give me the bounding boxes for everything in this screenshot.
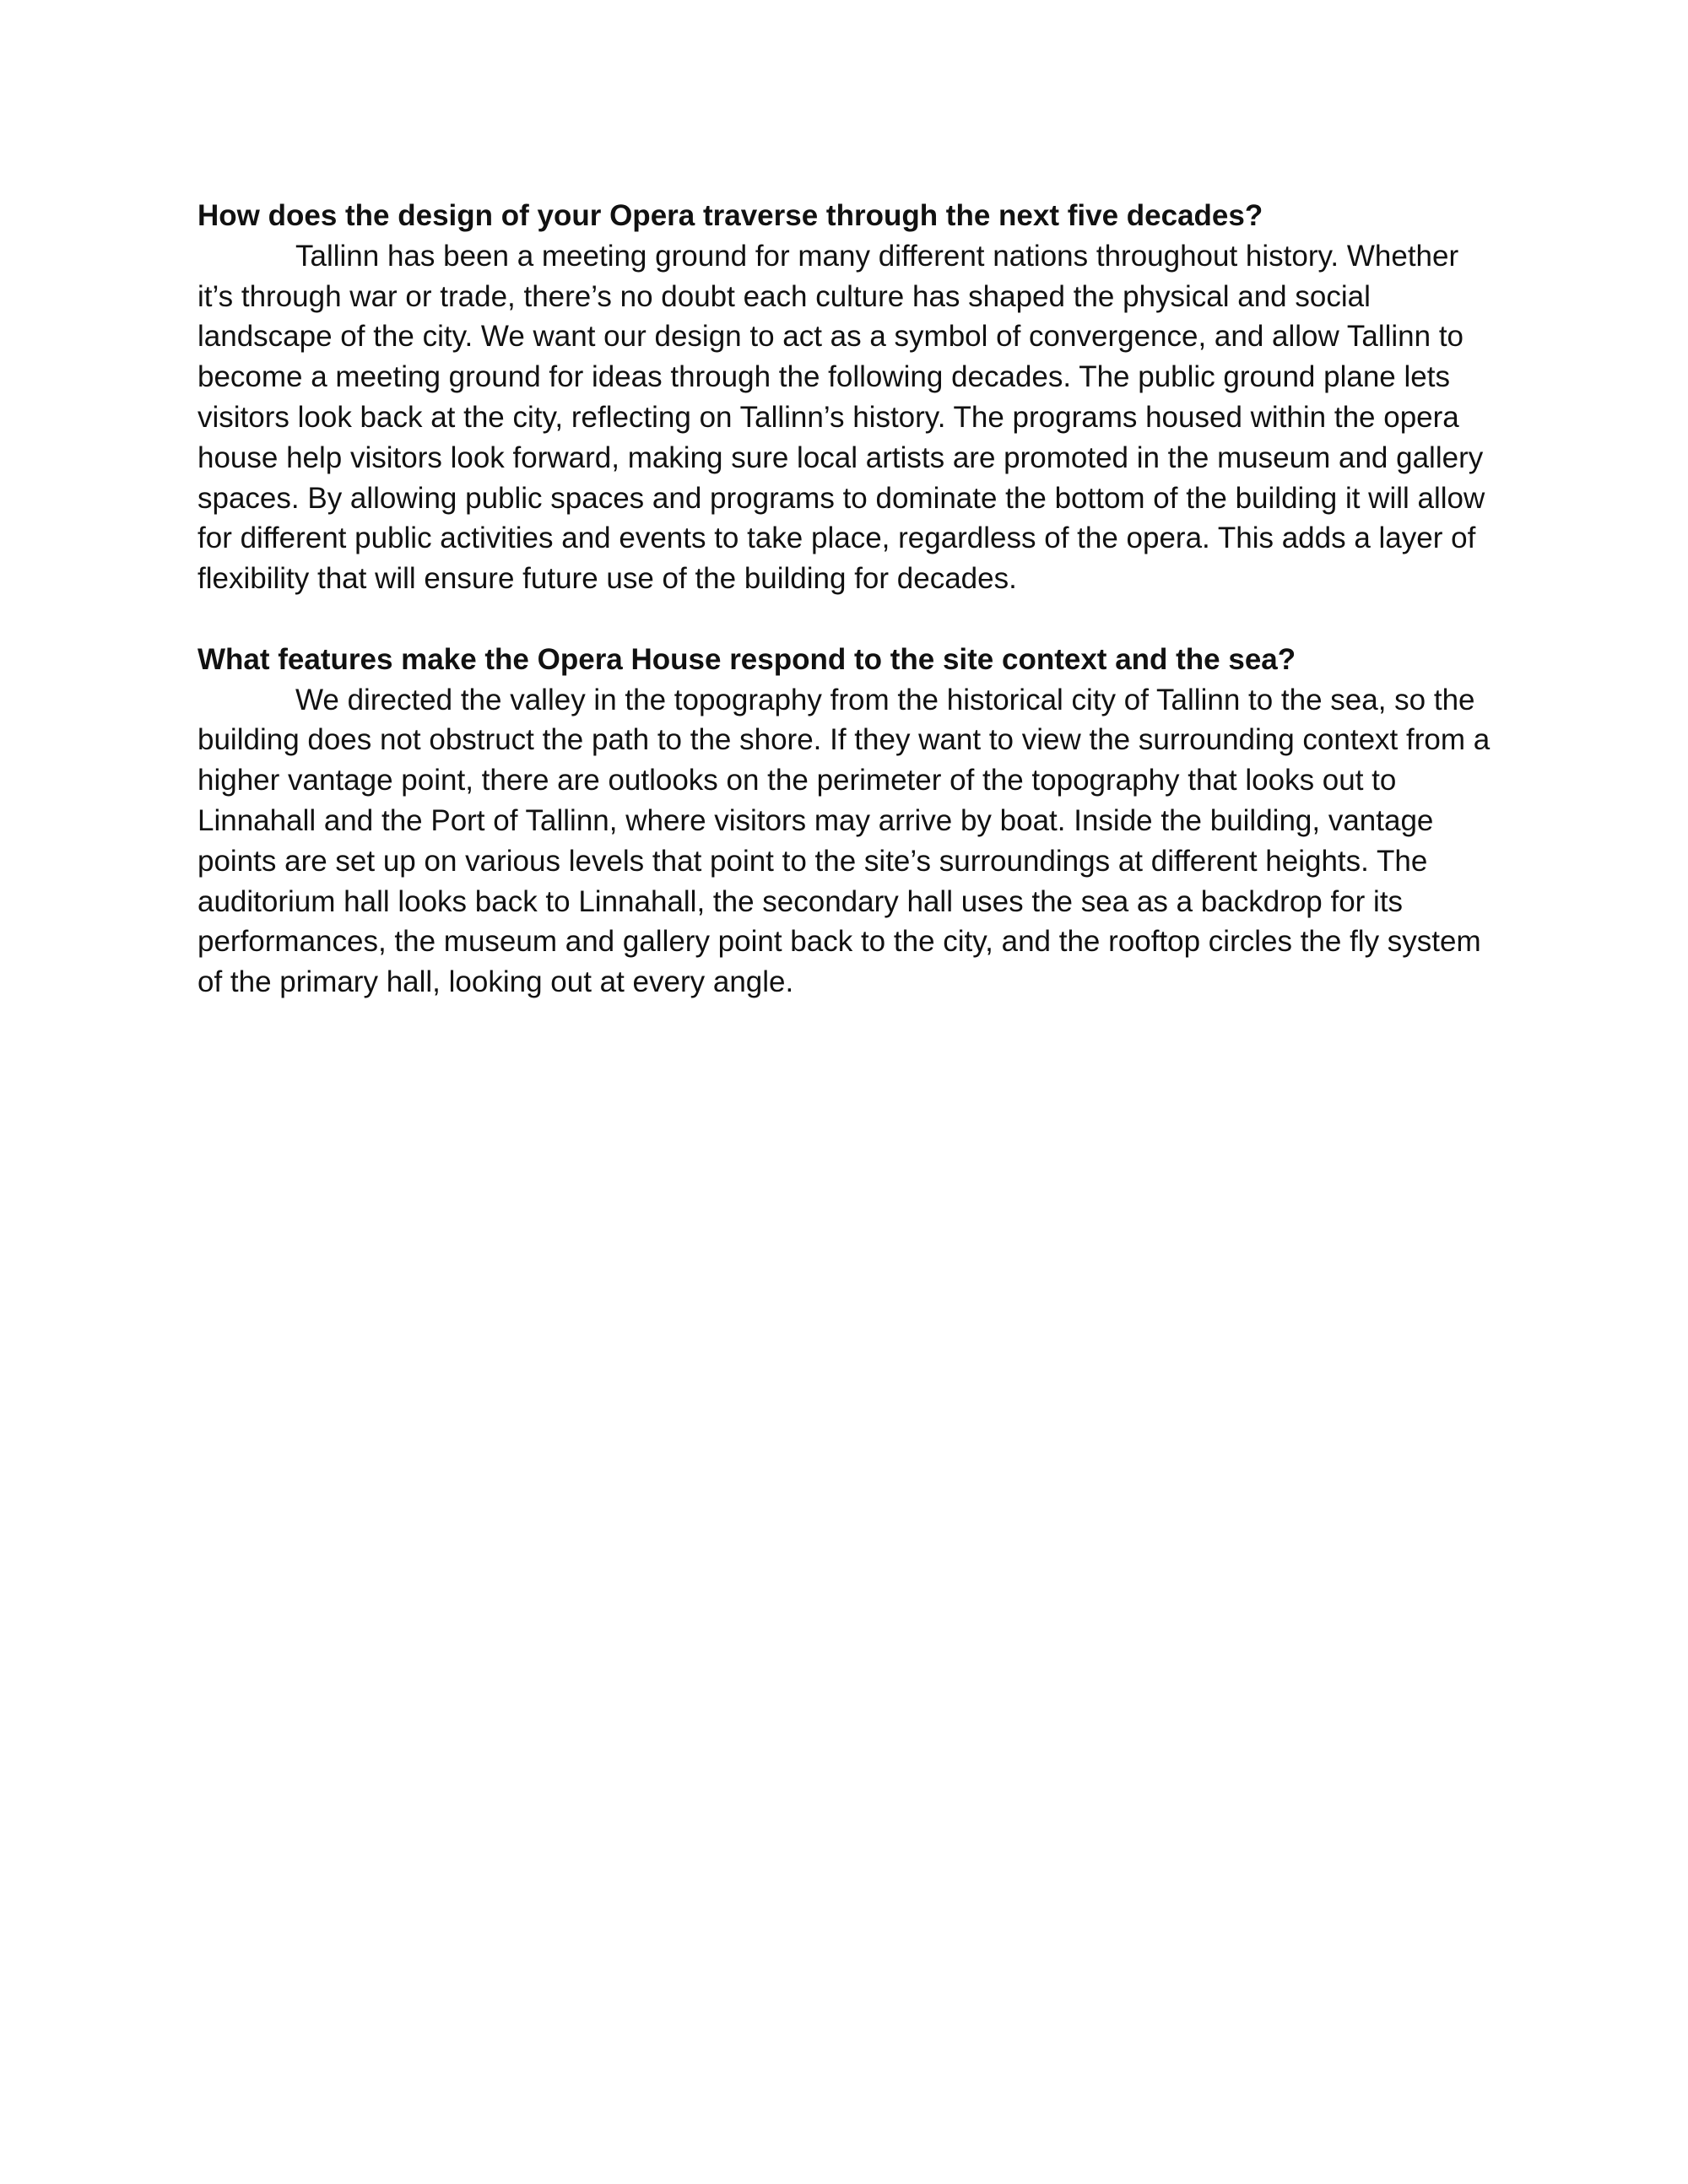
question-heading: What features make the Opera House respond to the site context and the sea? <box>197 642 1296 676</box>
section-site-context <box>197 640 1497 1003</box>
answer-paragraph: We directed the valley in the topography from the historical city of Tallinn to the sea, so the building does not obstruct the path to the shore. If they want to view the surrounding context from a higher vantage point, there are outlooks on the perimeter of the topography that looks out to Linnahall and the Port of Tallinn, where visitors may arrive by boat. Inside the building, vantage points are set up on various levels that point to the site’s surroundings at different heights. The auditorium hall looks back to Linnahall, the secondary hall uses the sea as a backdrop for its performances, the museum and gallery point back to the city, and the rooftop circles the fly system of the primary hall, looking out at every angle. <box>197 683 1491 999</box>
answer-paragraph: Tallinn has been a meeting ground for many different nations throughout history. Whether it’s through war or trade, there’s no doubt each culture has shaped the physical and social landscape of the city. We want our design to act as a symbol of convergence, and allow Tallinn to become a meeting ground for ideas through the following decades. The public ground plane lets visitors look back at the city, reflecting on Tallinn’s history. The programs housed within the opera house help visitors look forward, making sure local artists are promoted in the museum and gallery spaces. By allowing public spaces and programs to dominate the bottom of the building it will allow for different public activities and events to take place, regardless of the opera. This adds a layer of flexibility that will ensure future use of the building for decades. <box>197 239 1485 596</box>
document-body <box>197 196 1497 1003</box>
section-design-decades <box>197 196 1497 599</box>
question-heading: How does the design of your Opera traverse through the next five decades? <box>197 199 1263 232</box>
